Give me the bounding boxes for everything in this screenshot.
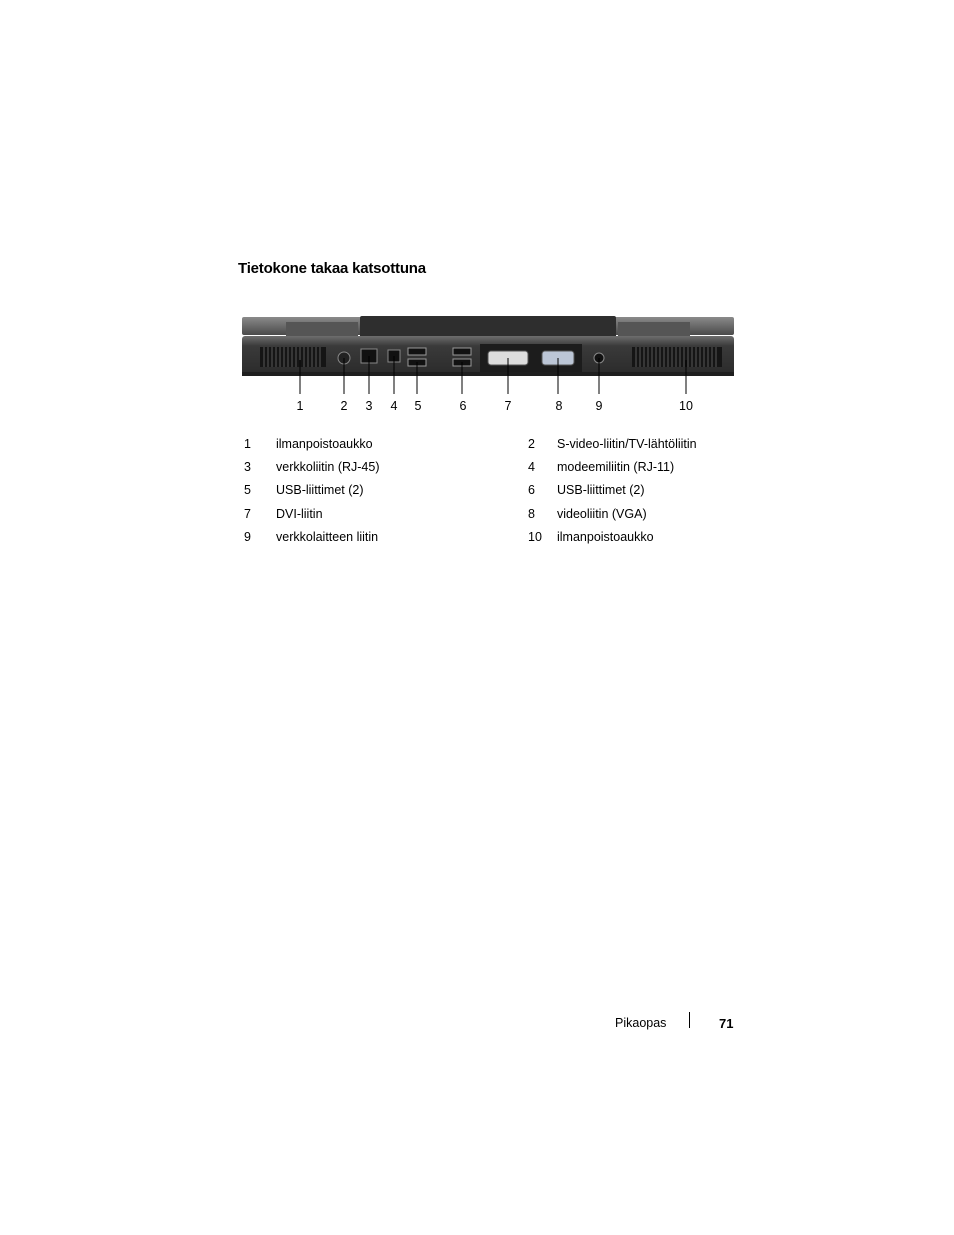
footer-separator [689, 1012, 690, 1028]
legend-row [244, 432, 697, 455]
laptop-back-view-figure [240, 314, 736, 420]
legend-number: 8 [528, 506, 535, 521]
legend-number: 5 [244, 483, 251, 498]
laptop-back-illustration [240, 314, 736, 394]
section-heading: Tietokone takaa katsottuna [238, 260, 426, 277]
legend-text: ilmanpoistoaukko [276, 436, 373, 451]
legend-text: DVI-liitin [276, 506, 323, 521]
legend-text: verkkoliitin (RJ-45) [276, 460, 380, 475]
legend-table [244, 432, 697, 549]
callout-4: 4 [390, 399, 398, 413]
legend-row [244, 526, 697, 549]
legend-row [244, 455, 697, 478]
right-vent-icon [632, 347, 722, 367]
callout-6: 6 [459, 399, 467, 413]
callout-5: 5 [414, 399, 422, 413]
callout-2: 2 [340, 399, 348, 413]
legend-number: 1 [244, 436, 251, 451]
legend-number: 4 [528, 460, 535, 475]
legend-number: 7 [244, 506, 251, 521]
legend-text: verkkolaitteen liitin [276, 530, 379, 545]
legend-text: modeemiliitin (RJ-11) [557, 460, 675, 475]
callout-3: 3 [365, 399, 373, 413]
legend-number: 2 [528, 436, 535, 451]
callout-9: 9 [595, 399, 603, 413]
footer-label: Pikaopas [615, 1016, 667, 1030]
legend-number: 10 [528, 530, 542, 545]
callout-10: 10 [679, 399, 693, 413]
page-number: 71 [719, 1016, 734, 1031]
legend-text: ilmanpoistoaukko [557, 530, 654, 545]
legend-row [244, 502, 697, 525]
legend-number: 6 [528, 483, 535, 498]
legend-text: videoliitin (VGA) [557, 506, 647, 521]
legend-number: 3 [244, 460, 251, 475]
callout-7: 7 [504, 399, 512, 413]
hinge-bar [360, 316, 616, 338]
legend-text: USB-liittimet (2) [276, 483, 364, 498]
legend-text: USB-liittimet (2) [557, 483, 645, 498]
callout-1: 1 [296, 399, 304, 413]
left-vent-icon [260, 347, 326, 367]
legend-row [244, 479, 697, 502]
legend-text: S-video-liitin/TV-lähtöliitin [557, 436, 697, 451]
legend-number: 9 [244, 530, 251, 545]
callout-8: 8 [555, 399, 563, 413]
